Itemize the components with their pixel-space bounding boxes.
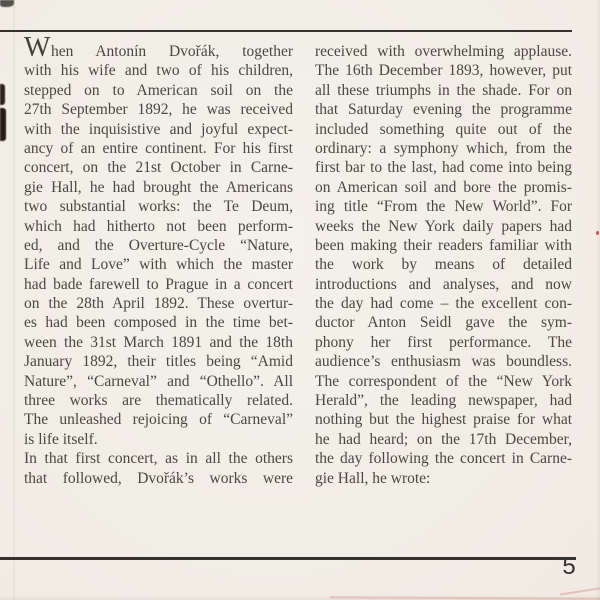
scan-artifact-binding-mark (0, 84, 5, 105)
page-fold-line (13, 0, 15, 600)
text-line: es had been composed in the time bet- (24, 314, 293, 332)
text-line: with his wife and two of his children, (24, 62, 293, 80)
text-line: 27th September 1892, he was received (24, 101, 294, 119)
text-line: which had hitherto not been perform- (24, 217, 293, 235)
text-line: ed, and the Overture-Cycle “Nature, (24, 236, 293, 254)
text-line: on the 28th April 1892. These overtur- (24, 295, 293, 313)
text-line: is life itself. (24, 430, 98, 448)
text-line: three works are thematically related. (24, 392, 293, 410)
text-line: concert, on the 21st October in Carne- (24, 159, 293, 177)
top-rule (0, 30, 572, 32)
page-edge-shading-right (596, 0, 600, 600)
text-line: that followed, Dvořák’s works were (24, 469, 293, 487)
text-line: received with overwhelming applause. (315, 43, 572, 60)
dropcap-initial: W (24, 32, 51, 63)
text-line: the work by means of detailed (315, 256, 572, 274)
text-line: stepped on to American soil on the (24, 81, 293, 99)
scan-artifact-red-speck (596, 231, 599, 235)
left-text-column (24, 32, 294, 488)
text-line: that Saturday evening the programme (315, 101, 572, 119)
text-line: had bade farewell to Prague in a concert (24, 275, 293, 293)
text-line: all these triumphs in the shade. For on (315, 81, 572, 99)
text-line: he had heard; on the 17th December, (315, 430, 572, 448)
text-line: ween the 31st March 1891 and the 18th (24, 333, 293, 351)
text-line: the day following the concert in Carne- (315, 450, 572, 468)
text-line: ing title “From the New World”. For (315, 198, 572, 216)
text-line: nothing but the highest praise for what (315, 411, 572, 429)
text-line: January 1892, their titles being “Amid (24, 353, 293, 371)
text-line: Nature”, “Carneval” and “Othello”. All (24, 372, 293, 390)
text-line: ductor Anton Seidl gave the sym- (315, 314, 572, 332)
text-line: audience’s enthusiasm was boundless. (315, 353, 572, 371)
text-line: with the inquisistive and joyful expect- (24, 120, 293, 138)
text-line: Life and Love” with which the master (24, 256, 293, 274)
page-number: 5 (562, 553, 576, 580)
text-line: ancy of an entire continent. For his first (24, 139, 293, 157)
text-line: weeks the New York daily papers had (315, 217, 572, 235)
text-line: on American soil and bore the promis- (315, 178, 572, 196)
text-line: When Antonín Dvořák, together (24, 32, 293, 63)
text-line: gie Hall, he had brought the Americans (24, 178, 293, 196)
scan-artifact-binding-mark (0, 108, 6, 141)
text-line: In that first concert, as in all the others (24, 450, 293, 468)
text-line: been making their readers familiar with (315, 236, 572, 254)
text-line: phony her first performance. The (315, 333, 572, 351)
text-line: the day had come – the excellent con- (315, 295, 572, 313)
text-line: Herald”, the leading newspaper, had (315, 392, 572, 410)
text-line: introductions and analyses, and now (315, 275, 572, 293)
text-line: two substantial works: the Te Deum, (24, 198, 293, 216)
text-line: The correspondent of the “New York (315, 372, 572, 390)
text-line: included something quite out of the (315, 120, 572, 138)
text-line: ordinary: a symphony which, from the (315, 139, 572, 157)
text-line: first bar to the last, had come into being (315, 159, 572, 177)
text-line: The unleashed rejoicing of “Carneval” (24, 411, 294, 429)
text-line: gie Hall, he wrote: (315, 469, 431, 487)
right-text-column (315, 42, 572, 488)
scan-artifact-corner-blob (0, 0, 14, 7)
bottom-rule (0, 557, 576, 560)
text-line: The 16th December 1893, however, put (315, 62, 572, 80)
